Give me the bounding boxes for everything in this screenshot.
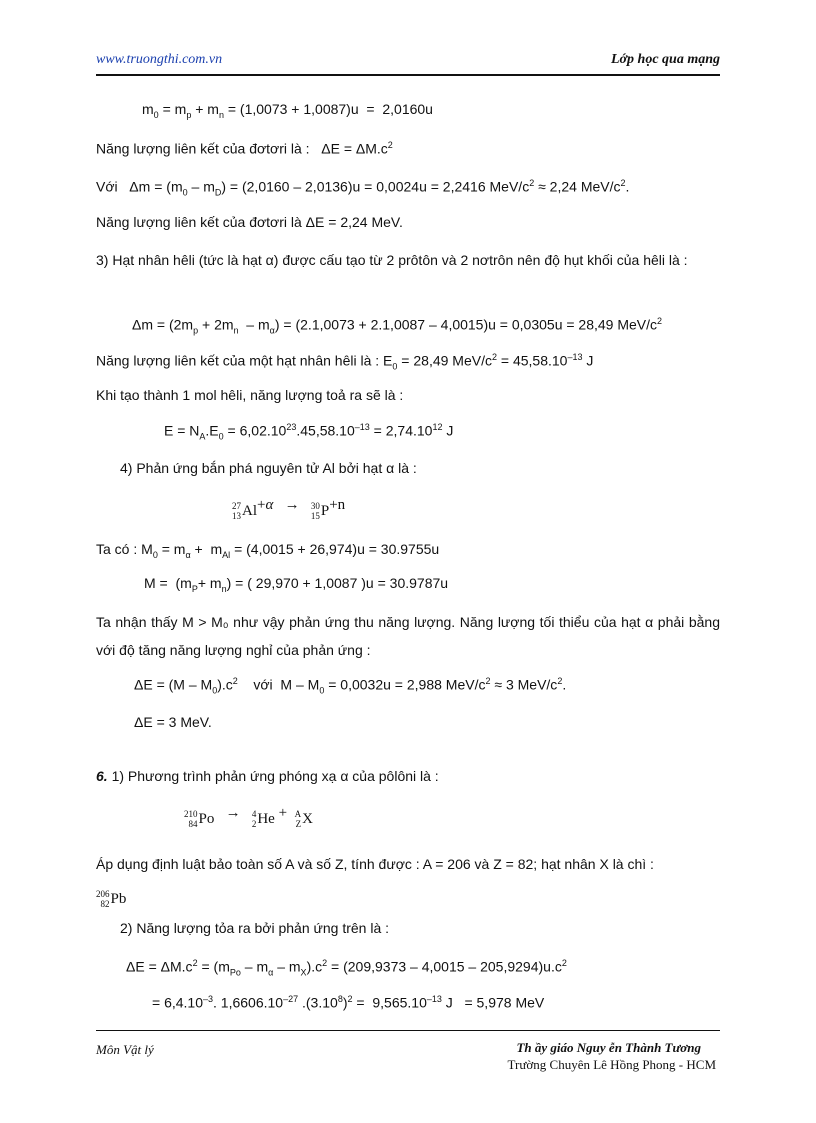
- line-mol: Khi tạo thành 1 mol hêli, năng lượng toả ra sẽ là :: [96, 387, 404, 403]
- eq-po-decay: 210 84 Po → 4 2 He + A Z X: [184, 805, 313, 829]
- nuclide-pb: 206 82 Pb: [96, 889, 127, 909]
- text-neng-heli: Năng lượng liên kết của một hạt nhân hêli là :: [96, 352, 380, 369]
- text-taco: Ta có :: [96, 541, 138, 557]
- line-helium-energy: Năng lượng liên kết của một hạt nhân hêli là : $E_0 = 28,49$ MeV/$c^2 = 45,58.10^{-13}$ J: [96, 352, 594, 372]
- eq-dE-po: $\Delta E = \Delta M.c^2 = (m_{Po} - m_\alpha - m_X).c^2 = (209,9373 - 4,0015 - 205,9294)u.c^2$: [126, 958, 567, 978]
- q6-part1: 1) Phương trình phản ứng phóng xạ α của pôlôni là :: [107, 768, 439, 784]
- nuclide-po: 210 84 Po: [184, 809, 215, 829]
- header-rule: [96, 74, 720, 76]
- q6-number: 6.: [96, 768, 108, 784]
- para-4: 4) Phản ứng bắn phá nguyên tử Al bởi hạt α là :: [120, 460, 417, 476]
- eq-M: $M = (m_P+ m_n)$ = ( 29,970 + 1,0087 )u = 30.9787u: [144, 575, 449, 594]
- line-deuteron-energy: Năng lượng liên kết của đơtơri là : $\Delta E = \Delta M.c^2$: [96, 140, 393, 157]
- eq-mol-energy: $E = N_A.E_0 = 6,02.10^{23}.45,58.10^{-13} = 2,74.10^{12}$ J: [164, 422, 454, 442]
- eq-al-reaction: 27 13 Al +α → 30 15 P +n: [232, 497, 346, 521]
- eq-dE-value: = $6,4.10^{-3}$. $1,6606.10^{-27}$ $.(3.10^8)^2 = 9,565.10^{-13}$ J = 5,978 MeV: [152, 994, 545, 1011]
- q6-heading: [96, 768, 439, 784]
- text-neng-dotori: Năng lượng liên kết của đơtơri là :: [96, 140, 310, 157]
- footer-school: Trường Chuyên Lê Hồng Phong - HCM: [507, 1057, 716, 1072]
- line-de3: ΔE = 3 MeV.: [134, 714, 212, 730]
- para-3: 3) Hạt nhân hêli (tức là hạt α) được cấu tạo từ 2 prôtôn và 2 nơtrôn nên độ hụt khối của hêli là :: [96, 252, 688, 268]
- para-nhanthay: Ta nhận thấy M > M₀ như vậy phản ứng thu năng lượng. Năng lượng tối thiểu của hạt α phải bằng với độ tăng năng lượng nghỉ của phản ứng :: [96, 614, 720, 658]
- footer-teacher: Th ầy giáo Nguy ễn Thành Tương: [516, 1040, 701, 1055]
- nuclide-he: 4 2 He: [251, 809, 275, 829]
- header-website[interactable]: www.truongthi.com.vn: [96, 52, 223, 67]
- nuclide-al: 27 13 Al: [232, 501, 257, 521]
- text-voi2: với: [253, 676, 273, 693]
- eq-m0: $m_0 = m_p + m_n = (1,0073 + 1,0087)u = 2,0160u$: [142, 101, 433, 120]
- nuclide-p30: 30 15 P: [310, 501, 330, 521]
- footer-rule: [96, 1030, 720, 1031]
- nuclide-x: A Z X: [294, 809, 313, 829]
- q6-part2: 2) Năng lượng tỏa ra bởi phản ứng trên là :: [120, 920, 390, 936]
- line-deuteron-result: Năng lượng liên kết của đơtơri là ΔE = 2,24 MeV.: [96, 214, 403, 230]
- eq-dE: $\Delta E = (M - M_0).c^2$ với $M - M_0 = 0,0032u = 2,988$ MeV/$c^2 \approx 3$ MeV/$c^2$.: [134, 676, 567, 696]
- line-taco: Ta có : $M_0 = m_\alpha + m_{Al} = (4,0015 + 26,974)u = 30.9755u$: [96, 541, 440, 560]
- line-voi-dm: Với $\Delta m = (m_0 - m_D) = (2,0160 - 2,0136)u = 0,0024u = 2,2416$ MeV/$c^2 \approx 2,24$ MeV/$c^2$.: [96, 178, 630, 198]
- footer-subject: Môn Vật lý: [96, 1042, 154, 1057]
- para-apdung: Áp dụng định luật bảo toàn số A và số Z, tính được : A = 206 và Z = 82; hạt nhân X là chì : 206 82 Pb: [96, 850, 720, 913]
- eq-dm-helium: $\Delta m = (2m_p + 2m_n - m_\alpha) = (2.1,0073 + 2.1,0087 - 4,0015)u = 0,0305u = 28,49$ MeV/$c^2$: [132, 316, 663, 336]
- text-voi: Với: [96, 178, 118, 195]
- header-title: Lớp học qua mạng: [610, 52, 720, 67]
